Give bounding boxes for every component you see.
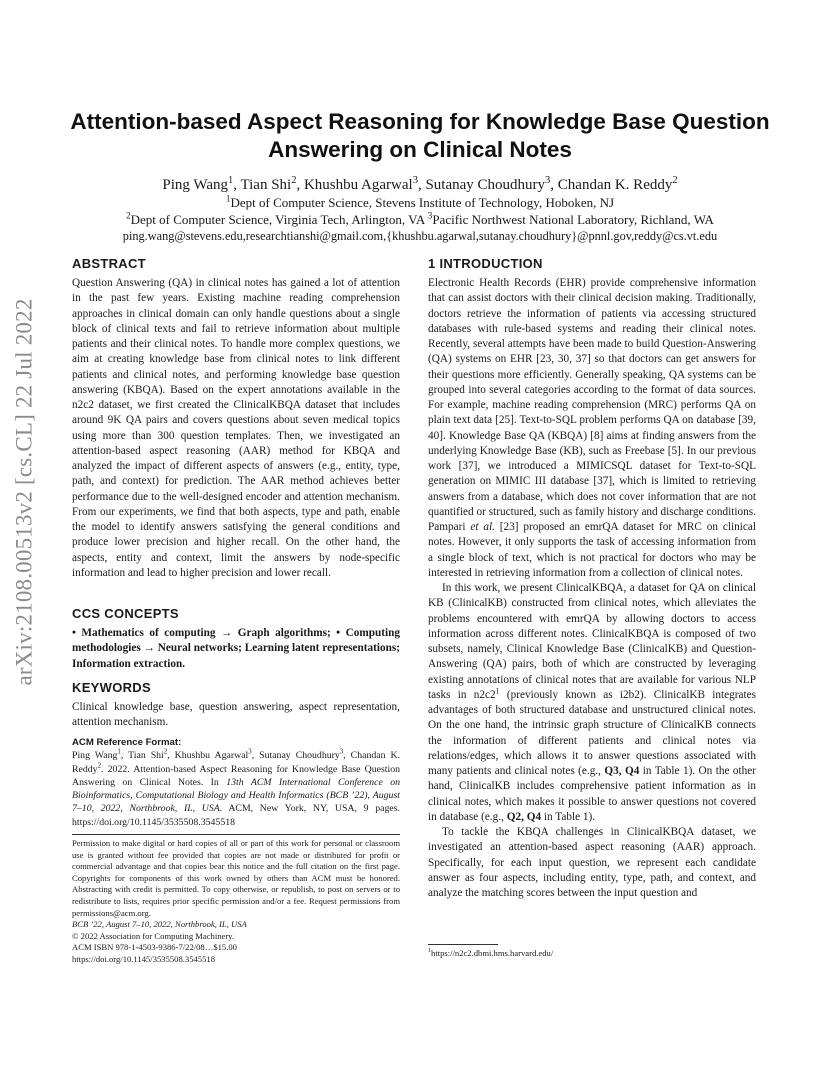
paper-title: Attention-based Aspect Reasoning for Knowledge Base Question Answering on Clinical Notes (70, 109, 770, 162)
doi-link[interactable]: https://doi.org/10.1145/3535508.3545518 (72, 953, 215, 964)
intro-paragraph-1: Electronic Health Records (EHR) provide comprehensive information that can assist doctors with their clinical decision making. Traditionally, doctors retrieve the information of patients via accessing structured databases with rule-based systems and reading their clinical notes. Recently, several attempts have been made to build Question-Answering (QA) systems on EHR [23, 30, 37] so that doctors can get answers for their questions more efficiently. Generally speaking, QA systems can be grouped into several categories according to the format of data sources. For example, machine reading comprehension (MRC) performs QA on plain text data [25]. Text-to-SQL problem performs QA on database [39, 40]. Knowledge Base QA (KBQA) [8] aims at finding answers from the underlying Knowledge Base (KB), such as Freebase [5]. In our previous work [37], we introduced a MIMICSQL dataset for Text-to-SQL generation on MIMIC III database [37], which is limited to retrieving answers from a database, which does not cover information that are not quantified or structured, such as family history and discharge conditions. Pampari et al. [23] proposed an emrQA dataset for MRC on clinical notes. However, it only supports the task of accessing information from a single block of text, which is not practical for doctors who may be interested in retrieving information from a collection of clinical notes. (428, 277, 756, 579)
intro-paragraph-3: To tackle the KBQA challenges in ClinicalKBQA dataset, we investigated an attention-based aspect reasoning (AAR) approach. Specifically, for each input question, we represent each candidate answer as four aspects, including entity, type, path, and context, and analyze the matching scores between the input question and (428, 826, 756, 899)
introduction-heading: 1 INTRODUCTION (428, 256, 543, 271)
abstract-section (72, 256, 400, 604)
footnote-n2c2[interactable]: $^1$https://n2c2.dbmi.hms.harvard.edu/ (428, 948, 554, 958)
author-list: Ping Wang$^1$, Tian Shi$^2$, Khushbu Agarwal$^3$, Sutanay Choudhury$^3$, Chandan K. Reddy$^2$ (162, 175, 678, 193)
footnote-divider (428, 944, 498, 945)
permission-text: Permission to make digital or hard copies of all or part of this work for personal or classroom use is granted without fee provided that copies are not made or distributed for profit or commercial advantage and that copies bear this notice and the full citation on the first page. Copyrights for components of this work owned by others than ACM must be honored. Abstracting with credit is permitted. To copy otherwise, or republish, to post on servers or to redistribute to lists, requires prior specific permission and/or a fee. Request permissions from permissions@acm.org. (72, 838, 400, 918)
isbn-line: ACM ISBN 978-1-4503-9386-7/22/08…$15.00 (72, 942, 237, 953)
permission-divider (72, 834, 400, 835)
acm-reference-text: Ping Wang$^1$, Tian Shi$^2$, Khushbu Agarwal$^3$, Sutanay Choudhury$^3$, Chandan K. Reddy$^2$. 2022. Attention-based Aspect Reasoning for Knowledge Base Question Answering on Clinical Notes. In 13th ACM International Conference on Bioinformatics, Computational Biology and Health Informatics (BCB ’22), August 7–10, 2022, Northbrook, IL, USA. ACM, New York, NY, USA, 9 pages. https://doi.org/10.1145/3535508.3545518 (72, 748, 401, 828)
left-column (72, 254, 400, 829)
copyright-line: © 2022 Association for Computing Machinery. (72, 930, 235, 941)
permission-notice (72, 838, 400, 966)
ccs-text: • Mathematics of computing → Graph algorithms; • Computing methodologies → Neural networks; Learning latent representations; Information extraction. (72, 627, 400, 670)
acm-reference-section (72, 736, 400, 829)
keywords-section (72, 680, 400, 731)
keywords-text: Clinical knowledge base, question answering, aspect representation, attention mechanism. (72, 700, 400, 728)
intro-paragraph-2: In this work, we present ClinicalKBQA, a dataset for QA on clinical KB (ClinicalKB) constructed from clinical notes, which alleviates the problems encountered with emrQA by allowing doctors to access information across different notes. ClinicalKBQA is composed of two subsets, namely, Clinical Knowledge Base (ClinicalKB) and Question-Answering (QA) pairs, both of which are constructed by leveraging existing annotations of clinical notes that are available for various NLP tasks in $n2c2^1$ (previously known as i2b2). ClinicalKB integrates advantages of both structured database and unstructured clinical notes. On the one hand, the intrinsic graph structure of ClinicalKB connects the information of different patients and clinical notes via relations/edges, which allows it to answer questions associated with many patients and clinical notes (e.g., Q3, Q4 in Table 1). On the other hand, ClinicalKB includes comprehensive patient information as in clinical notes, which makes it possible to answer questions not covered in database (e.g., Q2, Q4 in Table 1). (428, 582, 756, 823)
arxiv-id-text: arXiv:2108.00513v2 [cs.CL] 22 Jul 2022 (12, 298, 38, 686)
affiliation-2: $^2$Dept of Computer Science, Virginia Tech, Arlington, VA $^3$Pacific Northwest National Laboratory, Richland, WA (126, 210, 714, 227)
author-emails: ping.wang@stevens.edu,researchtianshi@gmail.com,{khushbu.agarwal,sutanay.choudhury}@pnnl.gov,reddy@cs.vt.edu (122, 229, 718, 243)
abstract-heading: ABSTRACT (72, 256, 146, 271)
keywords-heading: KEYWORDS (72, 679, 151, 695)
abstract-text: Question Answering (QA) in clinical notes has gained a lot of attention in the past few years. Existing machine reading comprehension approaches in clinical domain can only handle questions about a single block of clinical texts and fail to retrieve information about multiple patients and their clinical notes. To handle more complex questions, we aim at creating knowledge base from clinical notes to link different patients and clinical notes, and performing knowledge base question answering (KBQA). Based on the expert annotations available in the n2c2 dataset, we first created the ClinicalKBQA dataset that includes around 9K QA pairs and covers questions about seven medical topics using more than 300 question templates. Then, we investigated an attention-based aspect reasoning (AAR) method for KBQA and analyzed the impact of different aspects of answers (e.g., entity, type, path, and context) for prediction. The AAR method achieves better performance due to the well-designed encoder and attention mechanism. From our experiments, we find that both aspects, type and path, enable the model to identify answers satisfying the general conditions and produce lower precision and higher recall. On the other hand, the aspects, entity and context, limit the answers by node-specific information and lead to higher precision and lower recall. (72, 277, 400, 579)
ccs-heading: CCS CONCEPTS (72, 606, 179, 621)
right-column (428, 254, 756, 901)
arxiv-identifier (2, 296, 48, 688)
venue-line: BCB ’22, August 7–10, 2022, Northbrook, IL, USA (72, 919, 247, 930)
ccs-concepts-section (72, 606, 400, 672)
affiliation-1: $^1$Dept of Computer Science, Stevens Institute of Technology, Hoboken, NJ (225, 193, 615, 210)
acm-reference-heading: ACM Reference Format: (72, 737, 182, 749)
